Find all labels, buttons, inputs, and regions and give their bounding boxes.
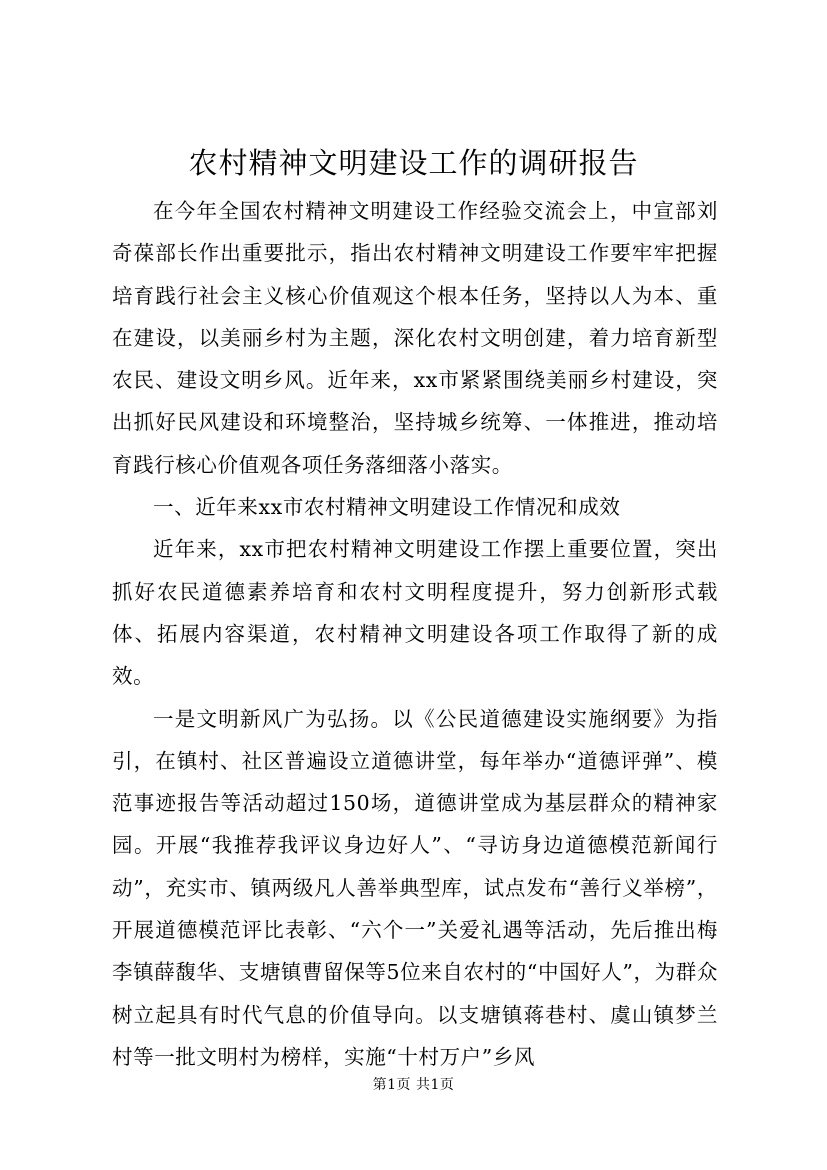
overview-paragraph: 近年来，xx市把农村精神文明建设工作摆上重要位置，突出抓好农民道德素养培育和农村文明程度提升，努力创新形式载体、拓展内容渠道，农村精神文明建设各项工作取得了新的成效。 (112, 537, 718, 689)
civilization-paragraph: 一是文明新风广为弘扬。以《公民道德建设实施纲要》为指引，在镇村、社区普遍设立道德讲堂，每年举办“道德评弹”、模范事迹报告等活动超过150场，道德讲堂成为基层群众的精神家园。开展“我推荐我评议身边好人”、“寻访身边道德模范新闻行动”，充实市、镇两级凡人善举典型库，试点发布“善行义举榜”，开展道德模范评比表彰、“六个一”关爱礼遇等活动，先后推出梅李镇薛馥华、支塘镇曹留保等5位来自农村的“中国好人”，为群众树立起具有时代气息的价值导向。以支塘镇蒋巷村、虞山镇梦兰村等一批文明村为榜样，实施“十村万户”乡风 (112, 706, 718, 1069)
intro-paragraph: 在今年全国农村精神文明建设工作经验交流会上，中宣部刘奇葆部长作出重要批示，指出农村精神文明建设工作要牢牢把握培育践行社会主义核心价值观这个根本任务，坚持以人为本、重在建设，以美丽乡村为主题，深化农村文明创建，着力培育新型农民、建设文明乡风。近年来，xx市紧紧围绕美丽乡村建设，突出抓好民风建设和环境整治，坚持城乡统筹、一体推进，推动培育践行核心价值观各项任务落细落小落实。 (112, 199, 718, 477)
section-heading: 一、近年来xx市农村精神文明建设工作情况和成效 (153, 495, 621, 520)
document-title: 农村精神文明建设工作的调研报告 (188, 146, 639, 180)
document-body (112, 190, 718, 1078)
page-footer: 第1页 共1页 (372, 1077, 455, 1093)
